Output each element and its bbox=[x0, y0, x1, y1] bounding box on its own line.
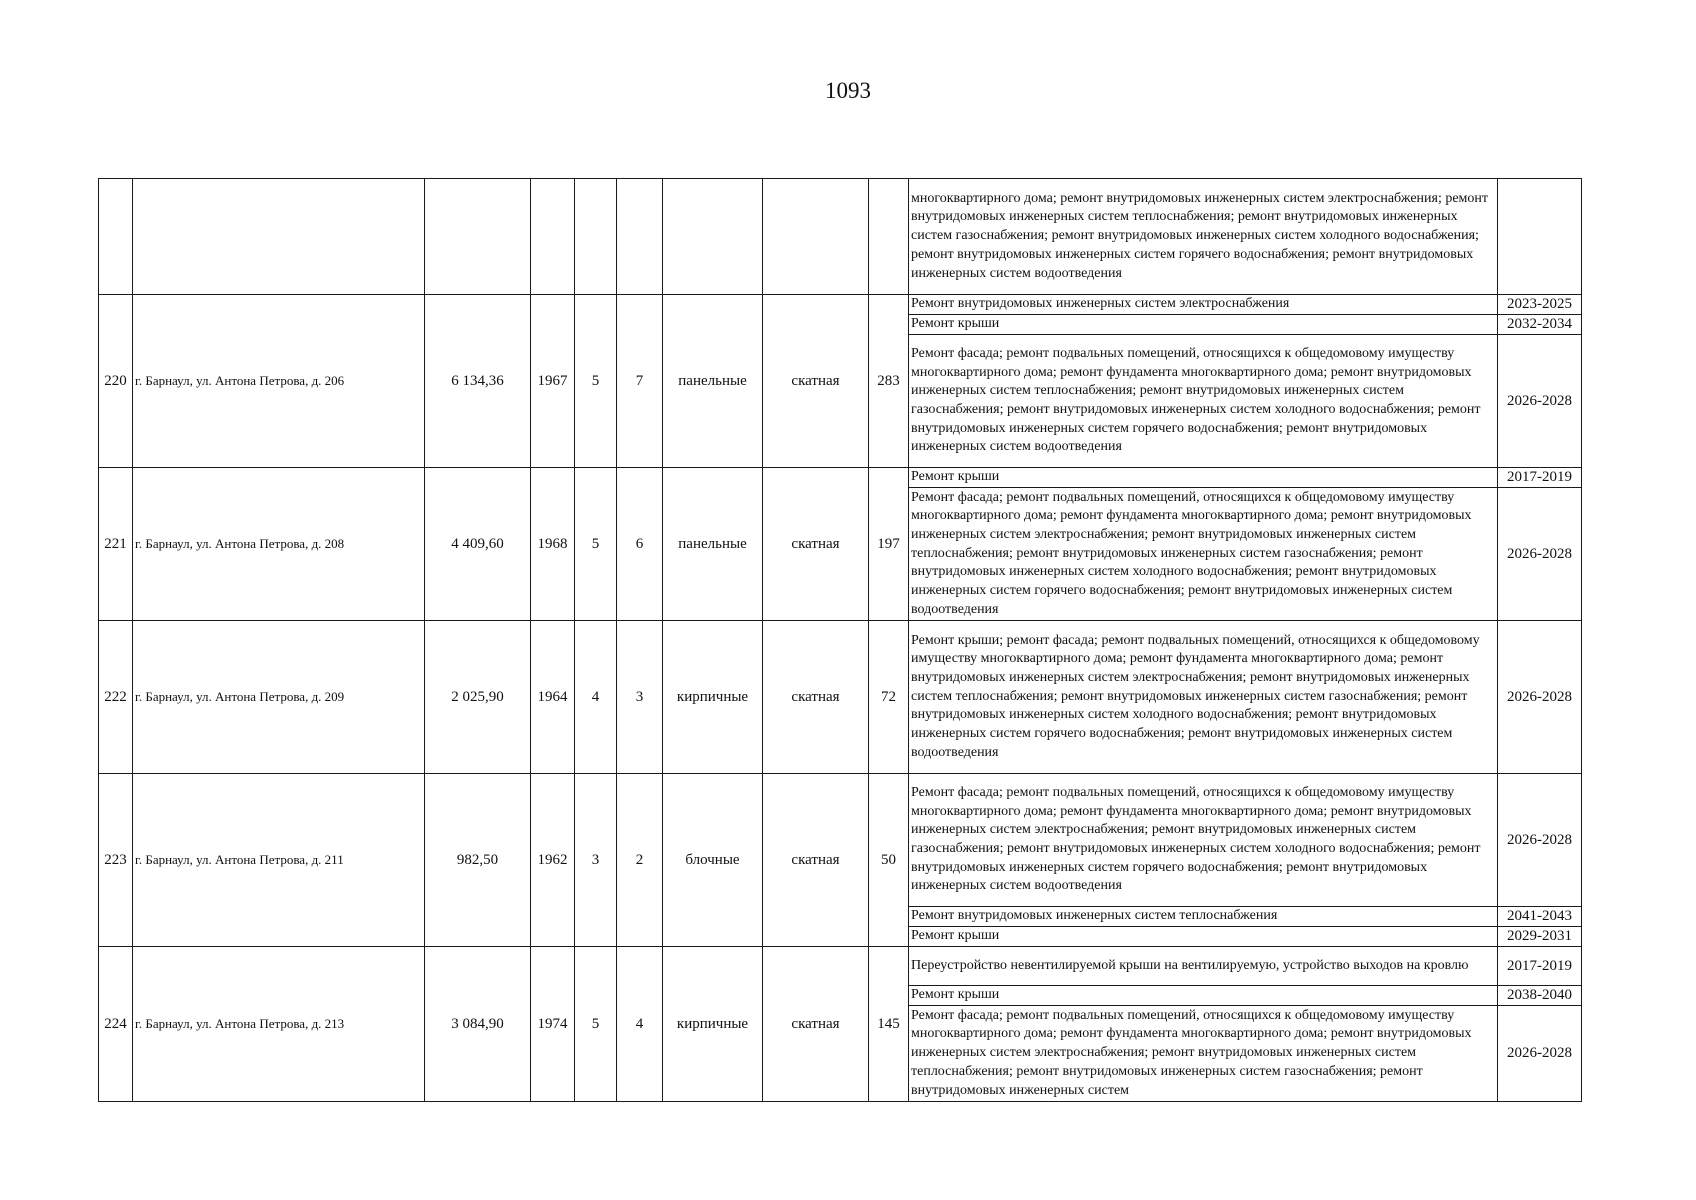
residents-count: 283 bbox=[869, 295, 909, 468]
work-description: Ремонт крыши bbox=[909, 468, 1498, 488]
housing-repair-table bbox=[98, 178, 1582, 1102]
repair-period: 2026-2028 bbox=[1498, 335, 1582, 468]
work-description: Ремонт крыши; ремонт фасада; ремонт подвальных помещений, относящихся к общедомовому имуществу многоквартирного дома; ремонт фундамента многоквартирного дома; ремонт внутридомовых инженерных систем электроснабжения; ремонт внутридомовых инженерных систем теплоснабжения; ремонт внутридомовых инженерных систем газоснабжения; ремонт внутридомовых инженерных систем холодного водоснабжения; ремонт внутридомовых инженерных систем горячего водоснабжения; ремонт внутридомовых инженерных систем водоотведения bbox=[909, 621, 1498, 774]
repair-period: 2026-2028 bbox=[1498, 774, 1582, 907]
build-year: 1964 bbox=[531, 621, 575, 774]
row-number: 223 bbox=[99, 774, 133, 947]
table-row bbox=[99, 774, 1582, 907]
empty-cell bbox=[99, 179, 133, 295]
build-year: 1962 bbox=[531, 774, 575, 947]
work-description: многоквартирного дома; ремонт внутридомовых инженерных систем электроснабжения; ремонт внутридомовых инженерных систем теплоснабжения; ремонт внутридомовых инженерных систем газоснабжения; ремонт внутридомовых инженерных систем холодного водоснабжения; ремонт внутридомовых инженерных систем горячего водоснабжения; ремонт внутридомовых инженерных систем водоотведения bbox=[909, 179, 1498, 295]
work-description: Ремонт внутридомовых инженерных систем электроснабжения bbox=[909, 295, 1498, 315]
floors-count: 5 bbox=[575, 295, 617, 468]
table-body bbox=[99, 179, 1582, 1102]
entrances-count: 2 bbox=[617, 774, 663, 947]
work-description: Ремонт фасада; ремонт подвальных помещений, относящихся к общедомовому имуществу многоквартирного дома; ремонт фундамента многоквартирного дома; ремонт внутридомовых инженерных систем электроснабжения; ремонт внутридомовых инженерных систем газоснабжения; ремонт внутридомовых инженерных систем холодного водоснабжения; ремонт внутридомовых инженерных систем горячего водоснабжения; ремонт внутридомовых инженерных систем водоотведения bbox=[909, 774, 1498, 907]
repair-period: 2026-2028 bbox=[1498, 488, 1582, 621]
roof-type: скатная bbox=[763, 295, 869, 468]
roof-type: скатная bbox=[763, 774, 869, 947]
empty-cell bbox=[133, 179, 425, 295]
repair-period: 2029-2031 bbox=[1498, 927, 1582, 947]
work-description: Ремонт фасада; ремонт подвальных помещений, относящихся к общедомовому имуществу многоквартирного дома; ремонт фундамента многоквартирного дома; ремонт внутридомовых инженерных систем электроснабжения; ремонт внутридомовых инженерных систем теплоснабжения; ремонт внутридомовых инженерных систем газоснабжения; ремонт внутридомовых инженерных систем холодного водоснабжения; ремонт внутридомовых инженерных систем горячего водоснабжения; ремонт внутридомовых инженерных систем водоотведения bbox=[909, 488, 1498, 621]
row-number: 222 bbox=[99, 621, 133, 774]
total-area: 2 025,90 bbox=[425, 621, 531, 774]
repair-period: 2026-2028 bbox=[1498, 621, 1582, 774]
wall-material: кирпичные bbox=[663, 621, 763, 774]
work-description: Ремонт фасада; ремонт подвальных помещений, относящихся к общедомовому имуществу многоквартирного дома; ремонт фундамента многоквартирного дома; ремонт внутридомовых инженерных систем теплоснабжения; ремонт внутридомовых инженерных систем газоснабжения; ремонт внутридомовых инженерных систем холодного водоснабжения; ремонт внутридомовых инженерных систем горячего водоснабжения; ремонт внутридомовых инженерных систем водоотведения bbox=[909, 335, 1498, 468]
address: г. Барнаул, ул. Антона Петрова, д. 213 bbox=[133, 947, 425, 1102]
total-area: 4 409,60 bbox=[425, 468, 531, 621]
empty-cell bbox=[425, 179, 531, 295]
table-row bbox=[99, 295, 1582, 315]
residents-count: 50 bbox=[869, 774, 909, 947]
empty-cell bbox=[1498, 179, 1582, 295]
empty-cell bbox=[531, 179, 575, 295]
wall-material: панельные bbox=[663, 295, 763, 468]
residents-count: 72 bbox=[869, 621, 909, 774]
residents-count: 145 bbox=[869, 947, 909, 1102]
work-description: Ремонт внутридомовых инженерных систем теплоснабжения bbox=[909, 907, 1498, 927]
row-number: 224 bbox=[99, 947, 133, 1102]
empty-cell bbox=[663, 179, 763, 295]
work-description: Ремонт фасада; ремонт подвальных помещений, относящихся к общедомовому имуществу многоквартирного дома; ремонт фундамента многоквартирного дома; ремонт внутридомовых инженерных систем электроснабжения; ремонт внутридомовых инженерных систем теплоснабжения; ремонт внутридомовых инженерных систем газоснабжения; ремонт внутридомовых инженерных систем bbox=[909, 1006, 1498, 1102]
repair-period: 2041-2043 bbox=[1498, 907, 1582, 927]
wall-material: блочные bbox=[663, 774, 763, 947]
page-number: 1093 bbox=[825, 78, 871, 103]
repair-period: 2032-2034 bbox=[1498, 315, 1582, 335]
empty-cell bbox=[869, 179, 909, 295]
repair-period: 2023-2025 bbox=[1498, 295, 1582, 315]
work-description: Ремонт крыши bbox=[909, 986, 1498, 1006]
repair-period: 2017-2019 bbox=[1498, 947, 1582, 986]
continuation-row bbox=[99, 179, 1582, 295]
row-number: 221 bbox=[99, 468, 133, 621]
roof-type: скатная bbox=[763, 468, 869, 621]
table-row bbox=[99, 621, 1582, 774]
entrances-count: 6 bbox=[617, 468, 663, 621]
roof-type: скатная bbox=[763, 621, 869, 774]
total-area: 982,50 bbox=[425, 774, 531, 947]
floors-count: 4 bbox=[575, 621, 617, 774]
floors-count: 5 bbox=[575, 947, 617, 1102]
residents-count: 197 bbox=[869, 468, 909, 621]
build-year: 1967 bbox=[531, 295, 575, 468]
entrances-count: 7 bbox=[617, 295, 663, 468]
work-description: Переустройство невентилируемой крыши на вентилируемую, устройство выходов на кровлю bbox=[909, 947, 1498, 986]
build-year: 1974 bbox=[531, 947, 575, 1102]
entrances-count: 3 bbox=[617, 621, 663, 774]
address: г. Барнаул, ул. Антона Петрова, д. 211 bbox=[133, 774, 425, 947]
empty-cell bbox=[575, 179, 617, 295]
repair-period: 2017-2019 bbox=[1498, 468, 1582, 488]
repair-period: 2026-2028 bbox=[1498, 1006, 1582, 1102]
empty-cell bbox=[617, 179, 663, 295]
entrances-count: 4 bbox=[617, 947, 663, 1102]
row-number: 220 bbox=[99, 295, 133, 468]
wall-material: панельные bbox=[663, 468, 763, 621]
table-row bbox=[99, 947, 1582, 986]
empty-cell bbox=[763, 179, 869, 295]
total-area: 6 134,36 bbox=[425, 295, 531, 468]
table-row bbox=[99, 468, 1582, 488]
build-year: 1968 bbox=[531, 468, 575, 621]
total-area: 3 084,90 bbox=[425, 947, 531, 1102]
roof-type: скатная bbox=[763, 947, 869, 1102]
floors-count: 5 bbox=[575, 468, 617, 621]
wall-material: кирпичные bbox=[663, 947, 763, 1102]
address: г. Барнаул, ул. Антона Петрова, д. 209 bbox=[133, 621, 425, 774]
address: г. Барнаул, ул. Антона Петрова, д. 206 bbox=[133, 295, 425, 468]
address: г. Барнаул, ул. Антона Петрова, д. 208 bbox=[133, 468, 425, 621]
repair-period: 2038-2040 bbox=[1498, 986, 1582, 1006]
floors-count: 3 bbox=[575, 774, 617, 947]
work-description: Ремонт крыши bbox=[909, 927, 1498, 947]
work-description: Ремонт крыши bbox=[909, 315, 1498, 335]
